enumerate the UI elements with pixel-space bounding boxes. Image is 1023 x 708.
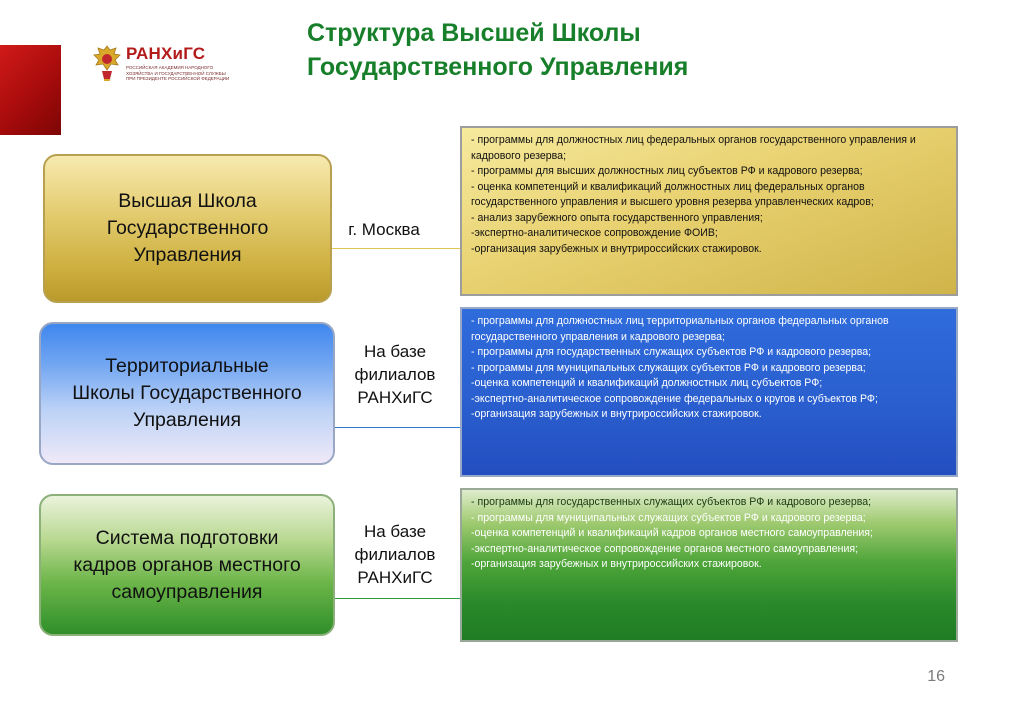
page-number: 16 <box>927 668 945 685</box>
panel-item: - программы для государственных служащих субъектов РФ и кадрового резерва; <box>471 496 872 508</box>
logo-subtitle: РОССИЙСКАЯ АКАДЕМИЯ НАРОДНОГО ХОЗЯЙСТВА И ГОСУДАРСТВЕННОЙ СЛУЖБЫ ПРИ ПРЕЗИДЕНТЕ РОССИЙСКОЙ ФЕДЕРАЦИИ <box>126 65 230 82</box>
local-government-box <box>39 494 335 636</box>
panel-item: - программы для высших должностных лиц субъектов РФ и кадрового резерва; <box>471 165 863 177</box>
connector-line-3 <box>335 598 460 599</box>
panel-item: -экспертно-аналитическое сопровождение федеральных о кругов и субъектов РФ; <box>471 392 878 405</box>
panel-item: -оценка компетенций и квалификаций кадров органов местного самоуправления; <box>471 527 873 539</box>
panel-item: -организация зарубежных и внутрироссийских стажировок. <box>471 408 762 420</box>
page-title <box>307 16 1007 84</box>
eagle-emblem-icon <box>92 43 122 83</box>
panel-item: - программы для муниципальных служащих субъектов РФ и кадрового резерва; <box>471 361 866 374</box>
location-moscow: г. Москва <box>348 220 420 239</box>
panel-item: - программы для должностных лиц федеральных органов государственного управления и кадрового резерва; <box>471 134 916 162</box>
panel-item: -экспертно-аналитическое сопровождение ФОИВ; <box>471 227 718 239</box>
higher-school-label: Высшая Школа Государственного Управления <box>106 190 269 266</box>
panel-item: -экспертно-аналитическое сопровождение органов местного самоуправления; <box>471 542 859 555</box>
red-accent-bar <box>0 45 61 135</box>
connector-line-2 <box>335 427 460 428</box>
panel-item: - анализ зарубежного опыта государственного управления; <box>471 211 763 224</box>
logo-name: РАНХиГС <box>126 44 206 63</box>
panel-item: -оценка компетенций и квалификаций должностных лиц субъектов РФ; <box>471 377 823 389</box>
territorial-schools-label: Территориальные Школы Государственного Управления <box>72 355 302 431</box>
panel-item: - программы для муниципальных служащих субъектов РФ и кадрового резерва; <box>471 511 866 524</box>
higher-school-panel <box>460 126 958 296</box>
panel-item: -организация зарубежных и внутрироссийских стажировок. <box>471 558 762 570</box>
title-line-2: Государственного Управления <box>307 53 689 81</box>
local-government-panel <box>460 488 958 642</box>
location-branches-1: На базе филиалов РАНХиГС <box>354 342 436 407</box>
higher-school-box <box>43 154 332 303</box>
panel-item: - оценка компетенций и квалификаций должностных лиц федеральных органов государственного управления и высшего уровня резерва управленческих кадров; <box>471 180 874 208</box>
connector-line-1 <box>332 248 460 249</box>
ranepa-logo <box>92 42 232 86</box>
panel-item: - программы для должностных лиц территориальных органов федеральных органов государственного управления и кадрового резерва; <box>471 315 889 343</box>
title-line-1: Структура Высшей Школы <box>307 19 641 47</box>
territorial-schools-panel <box>460 307 958 477</box>
territorial-schools-box <box>39 322 335 465</box>
local-government-label: Система подготовки кадров органов местного самоуправления <box>73 526 301 603</box>
location-branches-2: На базе филиалов РАНХиГС <box>354 522 436 587</box>
panel-item: - программы для государственных служащих субъектов РФ и кадрового резерва; <box>471 346 872 358</box>
panel-item: -организация зарубежных и внутрироссийских стажировок. <box>471 242 762 255</box>
